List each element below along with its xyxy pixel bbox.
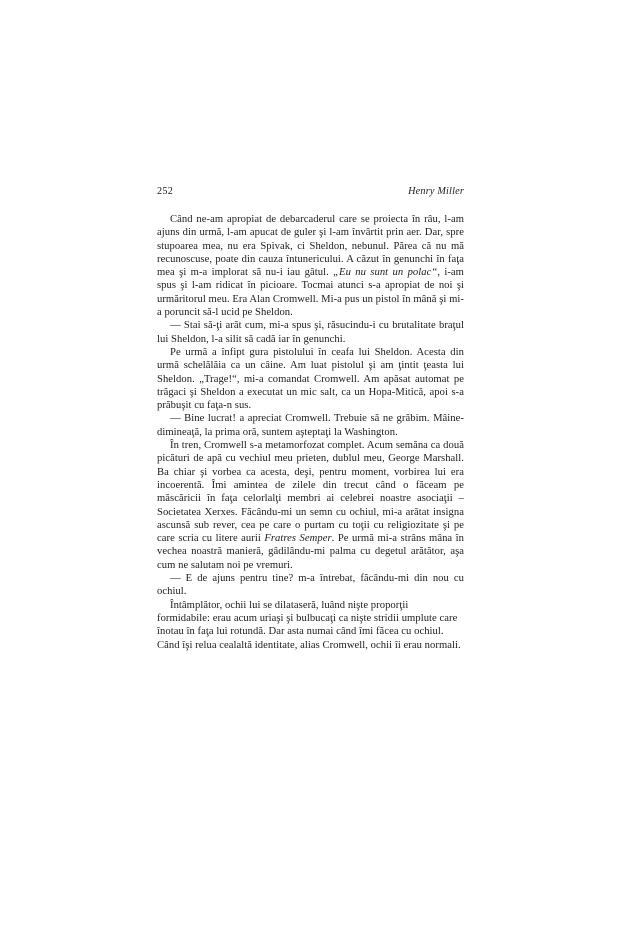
page-text-block [157,186,464,652]
paragraph: Pe urmă a înfipt gura pistolului în ceafa lui Sheldon. Acesta din urmă schelălăia ca un câine. Am luat pistolul şi am ţintit ţeasta lui Sheldon. „Trage!“, mi-a comandat Cromwell. Am apăsat automat pe trăgaci şi Sheldon a executat un mic salt, ca un Hopa-Mitică, apoi s-a prăbuşit cu faţa-n sus. [157,346,464,412]
page-number: 252 [157,186,174,197]
paragraph: Întâmplător, ochii lui se dilataseră, luând nişte proporţii formidabile: erau acum uriaşi şi bulbucaţi ca nişte stridii umplute care înotau în faţa lui rotundă. Dar asta numai când îmi făcea cu ochiul. Când îşi relua cealaltă identitate, alias Cromwell, ochii îi erau normali. [157,599,461,651]
paragraph: În tren, Cromwell s-a metamorfozat complet. Acum semăna ca două picături de apă cu vechiul meu prieten, dublul meu, George Marshall. Ba chiar şi vorbea ca acesta, deşi, pentru moment, vorbirea lui era incoerentă. Îmi amintea de zilele din trecut când o făceam pe măscăricii în faţa celorlalţi membri ai celebrei noastre asociaţii – Societatea Xerxes. Făcându-mi un semn cu ochiul, mi-a arătat insigna ascunsă sub rever, cea pe care o purtam cu toţii cu religiozitate şi pe care scria cu litere aurii Fratres Semper. Pe urmă mi-a strâns mâna în vechea noastră manieră, gâdilându-mi palma cu degetul arătător, aşa cum ne salutam noi pe vremuri. [157,440,465,571]
running-head [157,186,464,197]
body-text [157,213,464,652]
running-head-author: Henry Miller [408,186,464,197]
paragraph: — Stai să-ţi arăt cum, mi-a spus şi, răsucindu-i cu brutalitate braţul lui Sheldon, l-a silit să cadă iar în genunchi. [157,320,464,345]
italic-phrase: „Eu nu sunt un polac“ [333,267,438,279]
italic-phrase: Fratres Semper [264,533,332,545]
paragraph: — Bine lucrat! a apreciat Cromwell. Trebuie să ne grăbim. Mâine-dimineaţă, la prima oră, suntem aşteptaţi la Washington. [157,413,464,438]
paragraph: Când ne-am apropiat de debarcaderul care se proiecta în râu, l-am ajuns din urmă, l-am apucat de guler şi l-am învârtit prin aer. Dar, spre stupoarea mea, nu era Spivak, ci Sheldon, nebunul. Părea că nu mă recunoscuse, poate din cauza întunericului. A căzut în genunchi în faţa mea şi m-a implorat să nu-i iau gâtul. „Eu nu sunt un polac“, i-am spus şi l-am ridicat în picioare. Tocmai atunci s-a apropiat de noi şi urmăritorul meu. Era Alan Cromwell. Mi-a pus un pistol în mână şi mi-a poruncit să-l ucid pe Sheldon. [157,214,464,319]
paragraph: — E de ajuns pentru tine? m-a întrebat, făcându-mi din nou cu ochiul. [157,573,464,598]
